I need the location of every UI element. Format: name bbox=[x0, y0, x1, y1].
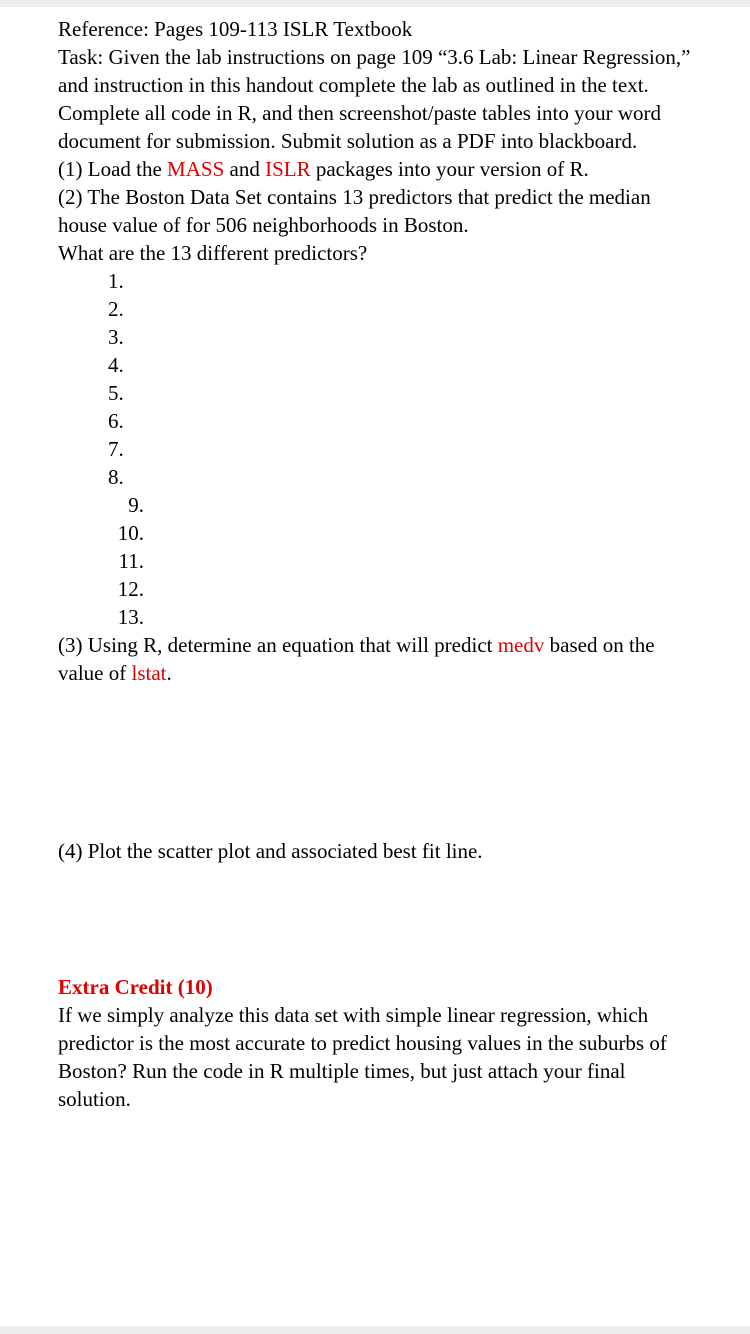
reference-line: Reference: Pages 109-113 ISLR Textbook bbox=[58, 17, 413, 41]
extra-credit-heading: Extra Credit (10) bbox=[58, 975, 213, 999]
document-page bbox=[0, 7, 750, 1326]
list-number: 11. bbox=[118, 549, 144, 573]
list-number: 6. bbox=[108, 409, 124, 433]
list-number: 12. bbox=[117, 577, 144, 601]
predictor-list-item bbox=[58, 603, 692, 631]
predictor-list bbox=[58, 267, 692, 631]
question-1 bbox=[58, 155, 692, 183]
text-run: (3) Using R, determine an equation that will predict bbox=[58, 633, 498, 657]
predictor-list-item bbox=[58, 407, 692, 435]
predictor-list-item bbox=[58, 379, 692, 407]
list-number: 1. bbox=[108, 269, 124, 293]
document-content bbox=[0, 7, 750, 1113]
list-number: 7. bbox=[108, 437, 124, 461]
task-paragraph: Task: Given the lab instructions on page 109 “3.6 Lab: Linear Regression,” and instruction in this handout complete the lab as outlined in the text. Complete all code in R, and then screenshot/paste tables into your word document for submission. Submit solution as a PDF into blackboard. bbox=[58, 45, 691, 153]
highlighted-term: medv bbox=[497, 633, 545, 657]
list-number: 4. bbox=[108, 353, 124, 377]
text-run: packages into your version of R. bbox=[310, 157, 589, 181]
extra-credit-paragraph: If we simply analyze this data set with simple linear regression, which predictor is the most accurate to predict housing values in the suburbs of Boston? Run the code in R multiple times, but just attach your final solution. bbox=[58, 1003, 667, 1111]
text-run: . bbox=[166, 661, 172, 685]
highlighted-term: MASS bbox=[167, 157, 225, 181]
highlighted-term: lstat bbox=[131, 661, 167, 685]
question-4: (4) Plot the scatter plot and associated best fit line. bbox=[58, 839, 483, 863]
predictor-list-item bbox=[58, 575, 692, 603]
text-run: based on the value of bbox=[58, 633, 655, 685]
highlighted-term: ISLR bbox=[265, 157, 311, 181]
list-number: 13. bbox=[117, 605, 144, 629]
list-number: 3. bbox=[108, 325, 124, 349]
predictor-list-item bbox=[58, 435, 692, 463]
list-number: 9. bbox=[128, 493, 144, 517]
predictors-question: What are the 13 different predictors? bbox=[58, 241, 368, 265]
predictor-list-item bbox=[58, 463, 692, 491]
list-number: 10. bbox=[117, 521, 144, 545]
list-number: 2. bbox=[108, 297, 124, 321]
predictor-list-item bbox=[58, 351, 692, 379]
list-number: 5. bbox=[108, 381, 124, 405]
predictor-list-item bbox=[58, 323, 692, 351]
predictor-list-item bbox=[58, 491, 692, 519]
question-2: (2) The Boston Data Set contains 13 predictors that predict the median house value of for 506 neighborhoods in Boston. bbox=[58, 185, 651, 237]
predictor-list-item bbox=[58, 295, 692, 323]
question-3 bbox=[58, 631, 692, 687]
list-number: 8. bbox=[108, 465, 124, 489]
predictor-list-item bbox=[58, 547, 692, 575]
predictor-list-item bbox=[58, 519, 692, 547]
text-run: and bbox=[224, 157, 266, 181]
predictor-list-item bbox=[58, 267, 692, 295]
text-run: (1) Load the bbox=[58, 157, 168, 181]
